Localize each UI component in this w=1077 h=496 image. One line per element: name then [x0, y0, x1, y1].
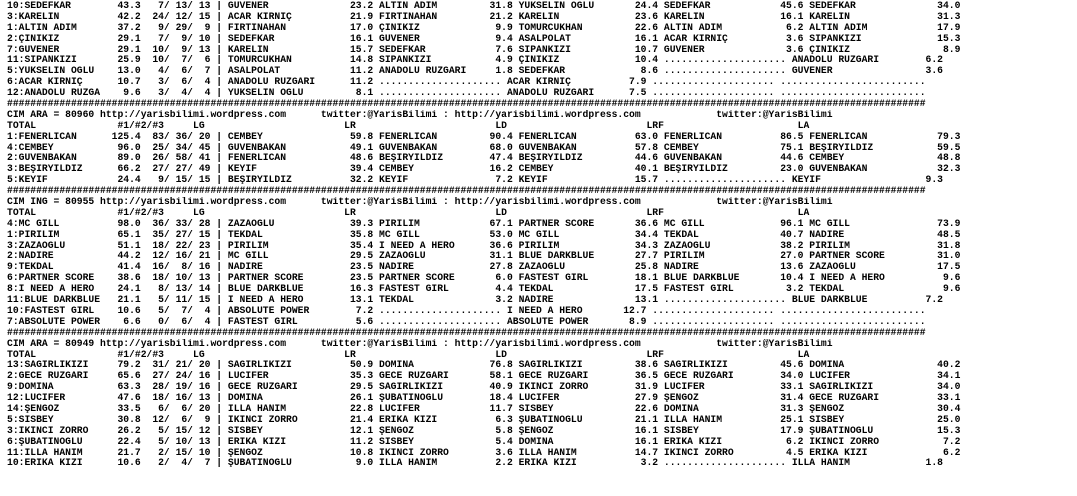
document-line: 11:BLUE DARKBLUE 21.1 5/ 11/ 15 | I NEED A HERO 13.1 TEKDAL 3.2 NADİRE 13.1 ..................... BLUE DARKBLUE 7.2 — [7, 295, 943, 306]
document-line: 11:SİPANKIZI 25.9 10/ 7/ 6 | TOMURCUKHAN 14.8 SİPANKIZI 4.9 ÇİNİKIZ 10.4 ..................... ANADOLU RÜZGARI 6.2 — [7, 55, 943, 66]
document-line: 3:KARELİN 42.2 24/ 12/ 15 | ACAR KIRNIÇ 21.9 FIRTINAHAN 21.2 KARELİN 23.6 KARELİN 16.1 KARELİN 31.3 — [7, 11, 961, 22]
document-line: 10:FASTEST GIRL 10.6 5/ 7/ 4 | ABSOLUTE POWER 7.2 ..................... I NEED A HERO 12.7 ..................... ......................... — [7, 305, 926, 316]
document-line: 9:DOMİNA 63.3 28/ 19/ 16 | GECE RÜZGARI 29.5 SAĞIRLIKIZI 40.9 İKİNCİ ZORRO 31.9 LUCİFER 33.1 SAĞIRLIKIZI 34.0 — [7, 382, 961, 393]
document-line: 2:GÜVENBAKAN 89.0 26/ 58/ 41 | FENERLİCAN 48.6 BEŞİRYILDIZ 47.4 BEŞİRYILDIZ 44.6 GÜVENBAKAN 44.6 CEMBEY 48.8 — [7, 153, 961, 164]
document-line: 1:FENERLİCAN 125.4 83/ 36/ 20 | CEMBEY 59.8 FENERLİCAN 90.4 FENERLİCAN 63.0 FENERLİCAN 86.5 FENERLİCAN 79.3 — [7, 131, 961, 142]
document-line: 11:İLLA HANIM 21.7 2/ 15/ 10 | ŞENGÖZ 10.8 İKİNCİ ZORRO 3.6 İLLA HANIM 14.7 İKİNCİ ZORRO 4.5 ERİKA KIZI 6.2 — [7, 447, 961, 458]
document-line: 2:ÇİNİKIZ 29.1 7/ 9/ 10 | SEDEFKAR 16.1 GÜVENER 9.4 ASALPOLAT 16.1 ACAR KIRNIÇ 3.6 SİPANKIZI 15.3 — [7, 33, 961, 44]
document-line: 1:PIRILIM 65.1 35/ 27/ 15 | TEKDAL 35.8 MC GILL 53.0 MC GILL 34.4 TEKDAL 40.7 NADİRE 48.5 — [7, 229, 961, 240]
document-line: 8:I NEED A HERO 24.1 8/ 13/ 14 | BLUE DARKBLUE 16.3 FASTEST GIRL 4.4 TEKDAL 17.5 FASTEST GIRL 3.2 TEKDAL 9.6 — [7, 284, 961, 295]
document-line: CIM ARA = 80960 http://yarisbilimi.wordpress.com twitter:@YarisBilimi : http://yarisbilimi.wordpress.com twitter:@YarisBilimi — [7, 109, 833, 120]
document-line: 5:KEYİF 24.4 9/ 15/ 15 | BEŞİRYILDIZ 32.2 KEYİF 7.2 KEYİF 15.7 ..................... KEYİF 9.3 — [7, 175, 943, 186]
document-line: 13:SAĞIRLIKIZI 79.2 31/ 21/ 20 | SAĞIRLIKIZI 50.9 DOMİNA 76.8 SAĞIRLIKIZI 38.6 SAĞIRLIKIZI 45.6 DOMİNA 40.2 — [7, 360, 961, 371]
document-line: ############################################################################################################################################################## — [7, 99, 926, 110]
document-line: 3:ZAZAOĞLU 51.1 18/ 22/ 23 | PIRILIM 35.4 I NEED A HERO 36.6 PIRILIM 34.3 ZAZAOĞLU 38.2 PIRILIM 31.8 — [7, 240, 961, 251]
document-line: 2:NADİRE 44.2 12/ 16/ 21 | MC GILL 29.5 ZAZAOĞLU 31.1 BLUE DARKBLUE 27.7 PIRILIM 27.0 PARTNER SCORE 31.0 — [7, 251, 961, 262]
document-line: CIM ARA = 80949 http://yarisbilimi.wordpress.com twitter:@YarisBilimi : http://yarisbilimi.wordpress.com twitter:@YarisBilimi — [7, 338, 833, 349]
document-line: 12:ANADOLU RÜZGA 9.6 3/ 4/ 4 | YÜKSELİN OĞLU 8.1 ..................... ANADOLU RÜZGARI 7.5 ..................... ......................... — [7, 88, 926, 99]
document-line: 4:MC GILL 98.0 36/ 33/ 28 | ZAZAOĞLU 39.3 PIRILIM 67.1 PARTNER SCORE 36.6 MC GILL 96.1 MC GILL 73.9 — [7, 218, 961, 229]
document-line: 3:BEŞİRYILDIZ 66.2 27/ 27/ 49 | KEYİF 39.4 CEMBEY 16.2 CEMBEY 40.1 BEŞİRYILDIZ 23.0 GÜVENBAKAN 32.3 — [7, 164, 961, 175]
document-line: 1:ALTIN ADIM 37.2 9/ 29/ 9 | FIRTINAHAN 17.0 ÇİNİKIZ 9.9 TOMURCUKHAN 22.6 ALTIN ADIM 6.2 ALTIN ADIM 17.9 — [7, 22, 961, 33]
document-line: TOTAL #1/#2/#3 LG LR LD LRF LA — [7, 120, 810, 131]
document-line: 6:PARTNER SCORE 38.6 18/ 10/ 13 | PARTNER SCORE 23.5 PARTNER SCORE 6.0 FASTEST GIRL 18.1 BLUE DARKBLUE 10.4 I NEED A HERO 9.6 — [7, 273, 961, 284]
document-line: 4:CEMBEY 96.0 25/ 34/ 45 | GÜVENBAKAN 49.1 GÜVENBAKAN 68.0 GÜVENBAKAN 57.8 CEMBEY 75.1 BEŞİRYILDIZ 59.5 — [7, 142, 961, 153]
document-line: 12:LUCİFER 47.6 18/ 16/ 13 | DOMİNA 26.1 ŞUBATINOĞLU 18.4 LUCİFER 27.9 ŞENGÖZ 31.4 GECE RÜZGARI 33.1 — [7, 393, 961, 404]
document-line: 7:GÜVENER 29.1 10/ 9/ 13 | KARELİN 15.7 SEDEFKAR 7.6 SİPANKIZI 10.7 GÜVENER 3.6 ÇİNİKIZ 8.9 — [7, 44, 961, 55]
document-line: 10:ERİKA KIZI 10.6 2/ 4/ 7 | ŞUBATINOĞLU 9.0 İLLA HANIM 2.2 ERİKA KIZI 3.2 ..................... İLLA HANIM 1.8 — [7, 458, 943, 469]
document-line: 7:ABSOLUTE POWER 6.6 0/ 6/ 4 | FASTEST GIRL 5.6 ..................... ABSOLUTE POWER 8.9 ..................... ......................... — [7, 316, 926, 327]
document-line: ############################################################################################################################################################## — [7, 186, 926, 197]
document-line: 3:İKİNCİ ZORRO 26.2 5/ 15/ 12 | SİSBEY 12.1 ŞENGÖZ 5.8 ŞENGÖZ 16.1 SİSBEY 17.9 ŞUBATINOĞLU 15.3 — [7, 425, 961, 436]
document-line: ############################################################################################################################################################## — [7, 327, 926, 338]
document-line: TOTAL #1/#2/#3 LG LR LD LRF LA — [7, 207, 810, 218]
document-line: 6:ACAR KIRNIÇ 10.7 3/ 6/ 4 | ANADOLU RÜZGARI 11.2 ..................... ACAR KIRNIÇ 7.9 ..................... ......................... — [7, 77, 926, 88]
document-line: TOTAL #1/#2/#3 LG LR LD LRF LA — [7, 349, 810, 360]
document-line: 10:SEDEFKAR 43.3 7/ 13/ 13 | GÜVENER 23.2 ALTIN ADIM 31.8 YÜKSELİN OĞLU 24.4 SEDEFKAR 45.6 SEDEFKAR 34.0 — [7, 1, 961, 11]
document-line: 5:SİSBEY 30.8 12/ 6/ 9 | İKİNCİ ZORRO 21.4 ERİKA KIZI 6.3 ŞUBATINOĞLU 21.1 İLLA HANIM 25.1 SİSBEY 25.0 — [7, 414, 961, 425]
document-line: 2:GECE RÜZGARI 65.6 27/ 24/ 16 | LUCİFER 35.3 GECE RÜZGARI 58.1 GECE RÜZGARI 36.5 GECE RÜZGARI 34.0 LUCİFER 34.1 — [7, 371, 961, 382]
document-line: CIM ING = 80955 http://yarisbilimi.wordpress.com twitter:@YarisBilimi : http://yarisbilimi.wordpress.com twitter:@YarisBilimi — [7, 197, 833, 208]
document-line: 6:ŞUBATINOĞLU 22.4 5/ 10/ 13 | ERİKA KIZI 11.2 SİSBEY 5.4 DOMİNA 16.1 ERİKA KIZI 6.2 İKİNCİ ZORRO 7.2 — [7, 436, 961, 447]
document-line: 14:ŞENGÖZ 33.5 6/ 6/ 20 | İLLA HANIM 22.8 LUCİFER 11.7 SİSBEY 22.6 DOMİNA 31.3 ŞENGÖZ 30.4 — [7, 403, 961, 414]
document-line: 9:TEKDAL 41.4 16/ 8/ 16 | NADİRE 23.5 NADİRE 27.8 ZAZAOĞLU 25.8 NADİRE 13.6 ZAZAOĞLU 17.5 — [7, 262, 961, 273]
document-line: 5:YÜKSELİN OĞLU 13.0 4/ 6/ 7 | ASALPOLAT 11.2 ANADOLU RÜZGARI 1.8 SEDEFKAR 8.6 ..................... GÜVENER 3.6 — [7, 66, 943, 77]
